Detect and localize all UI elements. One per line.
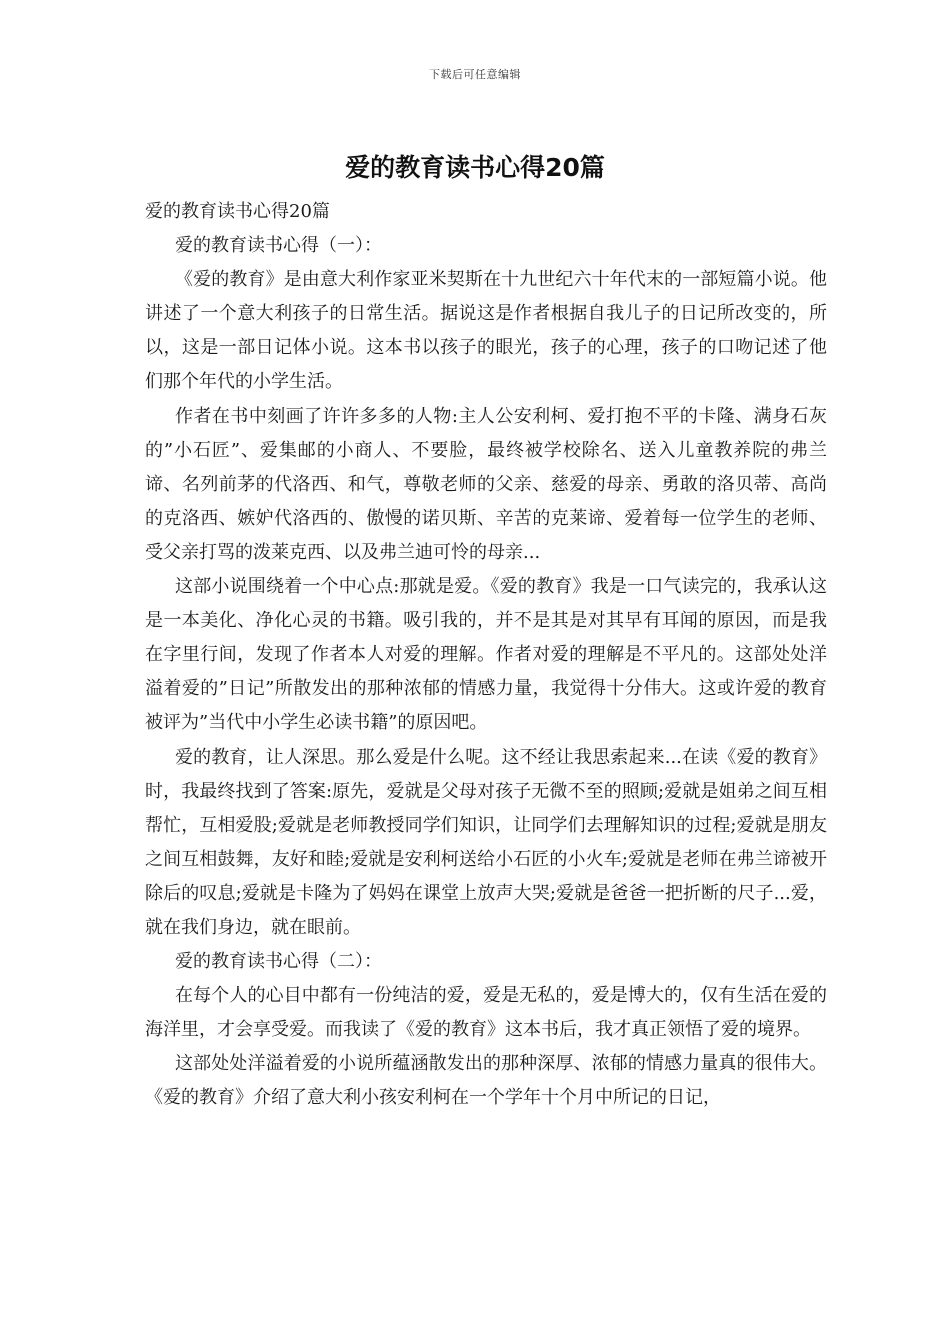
paragraph: 爱的教育读书心得20篇: [145, 201, 330, 222]
paragraph: 爱的教育读书心得（二）：: [175, 951, 382, 973]
paragraph: 作者在书中刻画了许许多多的人物:主人公安利柯、爱打抱不平的卡隆、满身石灰的”小石匠”、爱集邮的小商人、不要脸，最终被学校除名、送入儿童教养院的弗兰谛、名列前茅的代洛西、和气，尊敬老师的父亲、慈爱的母亲、勇敢的洛贝蒂、高尚的克洛西、嫉妒代洛西的、傲慢的诺贝斯、辛苦的克莱谛、爱着每一位学生的老师、受父亲打骂的泼莱克西、以及弗兰迪可怜的母亲...: [145, 405, 827, 563]
paragraph: 这部小说围绕着一个中心点:那就是爱。《爱的教育》我是一口气读完的，我承认这是一本美化、净化心灵的书籍。吸引我的，并不是其是对其早有耳闻的原因，而是我在字里行间，发现了作者本人对爱的理解。作者对爱的理解是不平凡的。这部处处洋溢着爱的”日记”所散发出的那种浓郁的情感力量，我觉得十分伟大。这或许爱的教育被评为”当代中小学生必读书籍”的原因吧。: [145, 576, 827, 734]
paragraph: 爱的教育，让人深思。那么爱是什么呢。这不经让我思索起来...在读《爱的教育》时，我最终找到了答案:原先，爱就是父母对孩子无微不至的照顾;爱就是姐弟之间互相帮忙，互相爱股;爱就是老师教授同学们知识，让同学们去理解知识的过程;爱就是朋友之间互相鼓舞，友好和睦;爱就是安利柯送给小石匠的小火车;爱就是老师在弗兰谛被开除后的叹息;爱就是卡隆为了妈妈在课堂上放声大哭;爱就是爸爸一把折断的尺子...爱，就在我们身边，就在眼前。: [145, 746, 827, 938]
paragraph: 《爱的教育》是由意大利作家亚米契斯在十九世纪六十年代末的一部短篇小说。他讲述了一个意大利孩子的日常生活。据说这是作者根据自我儿子的日记所改变的，所以，这是一部日记体小说。这本书以孩子的眼光，孩子的心理，孩子的口吻记述了他们那个年代的小学生活。: [145, 269, 827, 393]
paragraph: 爱的教育读书心得（一）：: [175, 235, 382, 257]
paragraph: 这部处处洋溢着爱的小说所蕴涵散发出的那种深厚、浓郁的情感力量真的很伟大。《爱的教育》介绍了意大利小孩安利柯在一个学年十个月中所记的日记，: [145, 1053, 827, 1109]
document-body: [145, 195, 827, 1116]
document-title: 爱的教育读书心得20篇: [345, 153, 605, 182]
header-note: 下载后可任意编辑: [429, 68, 521, 81]
paragraph: 在每个人的心目中都有一份纯洁的爱，爱是无私的，爱是博大的，仅有生活在爱的海洋里，才会享受爱。而我读了《爱的教育》这本书后，我才真正领悟了爱的境界。: [145, 985, 827, 1041]
